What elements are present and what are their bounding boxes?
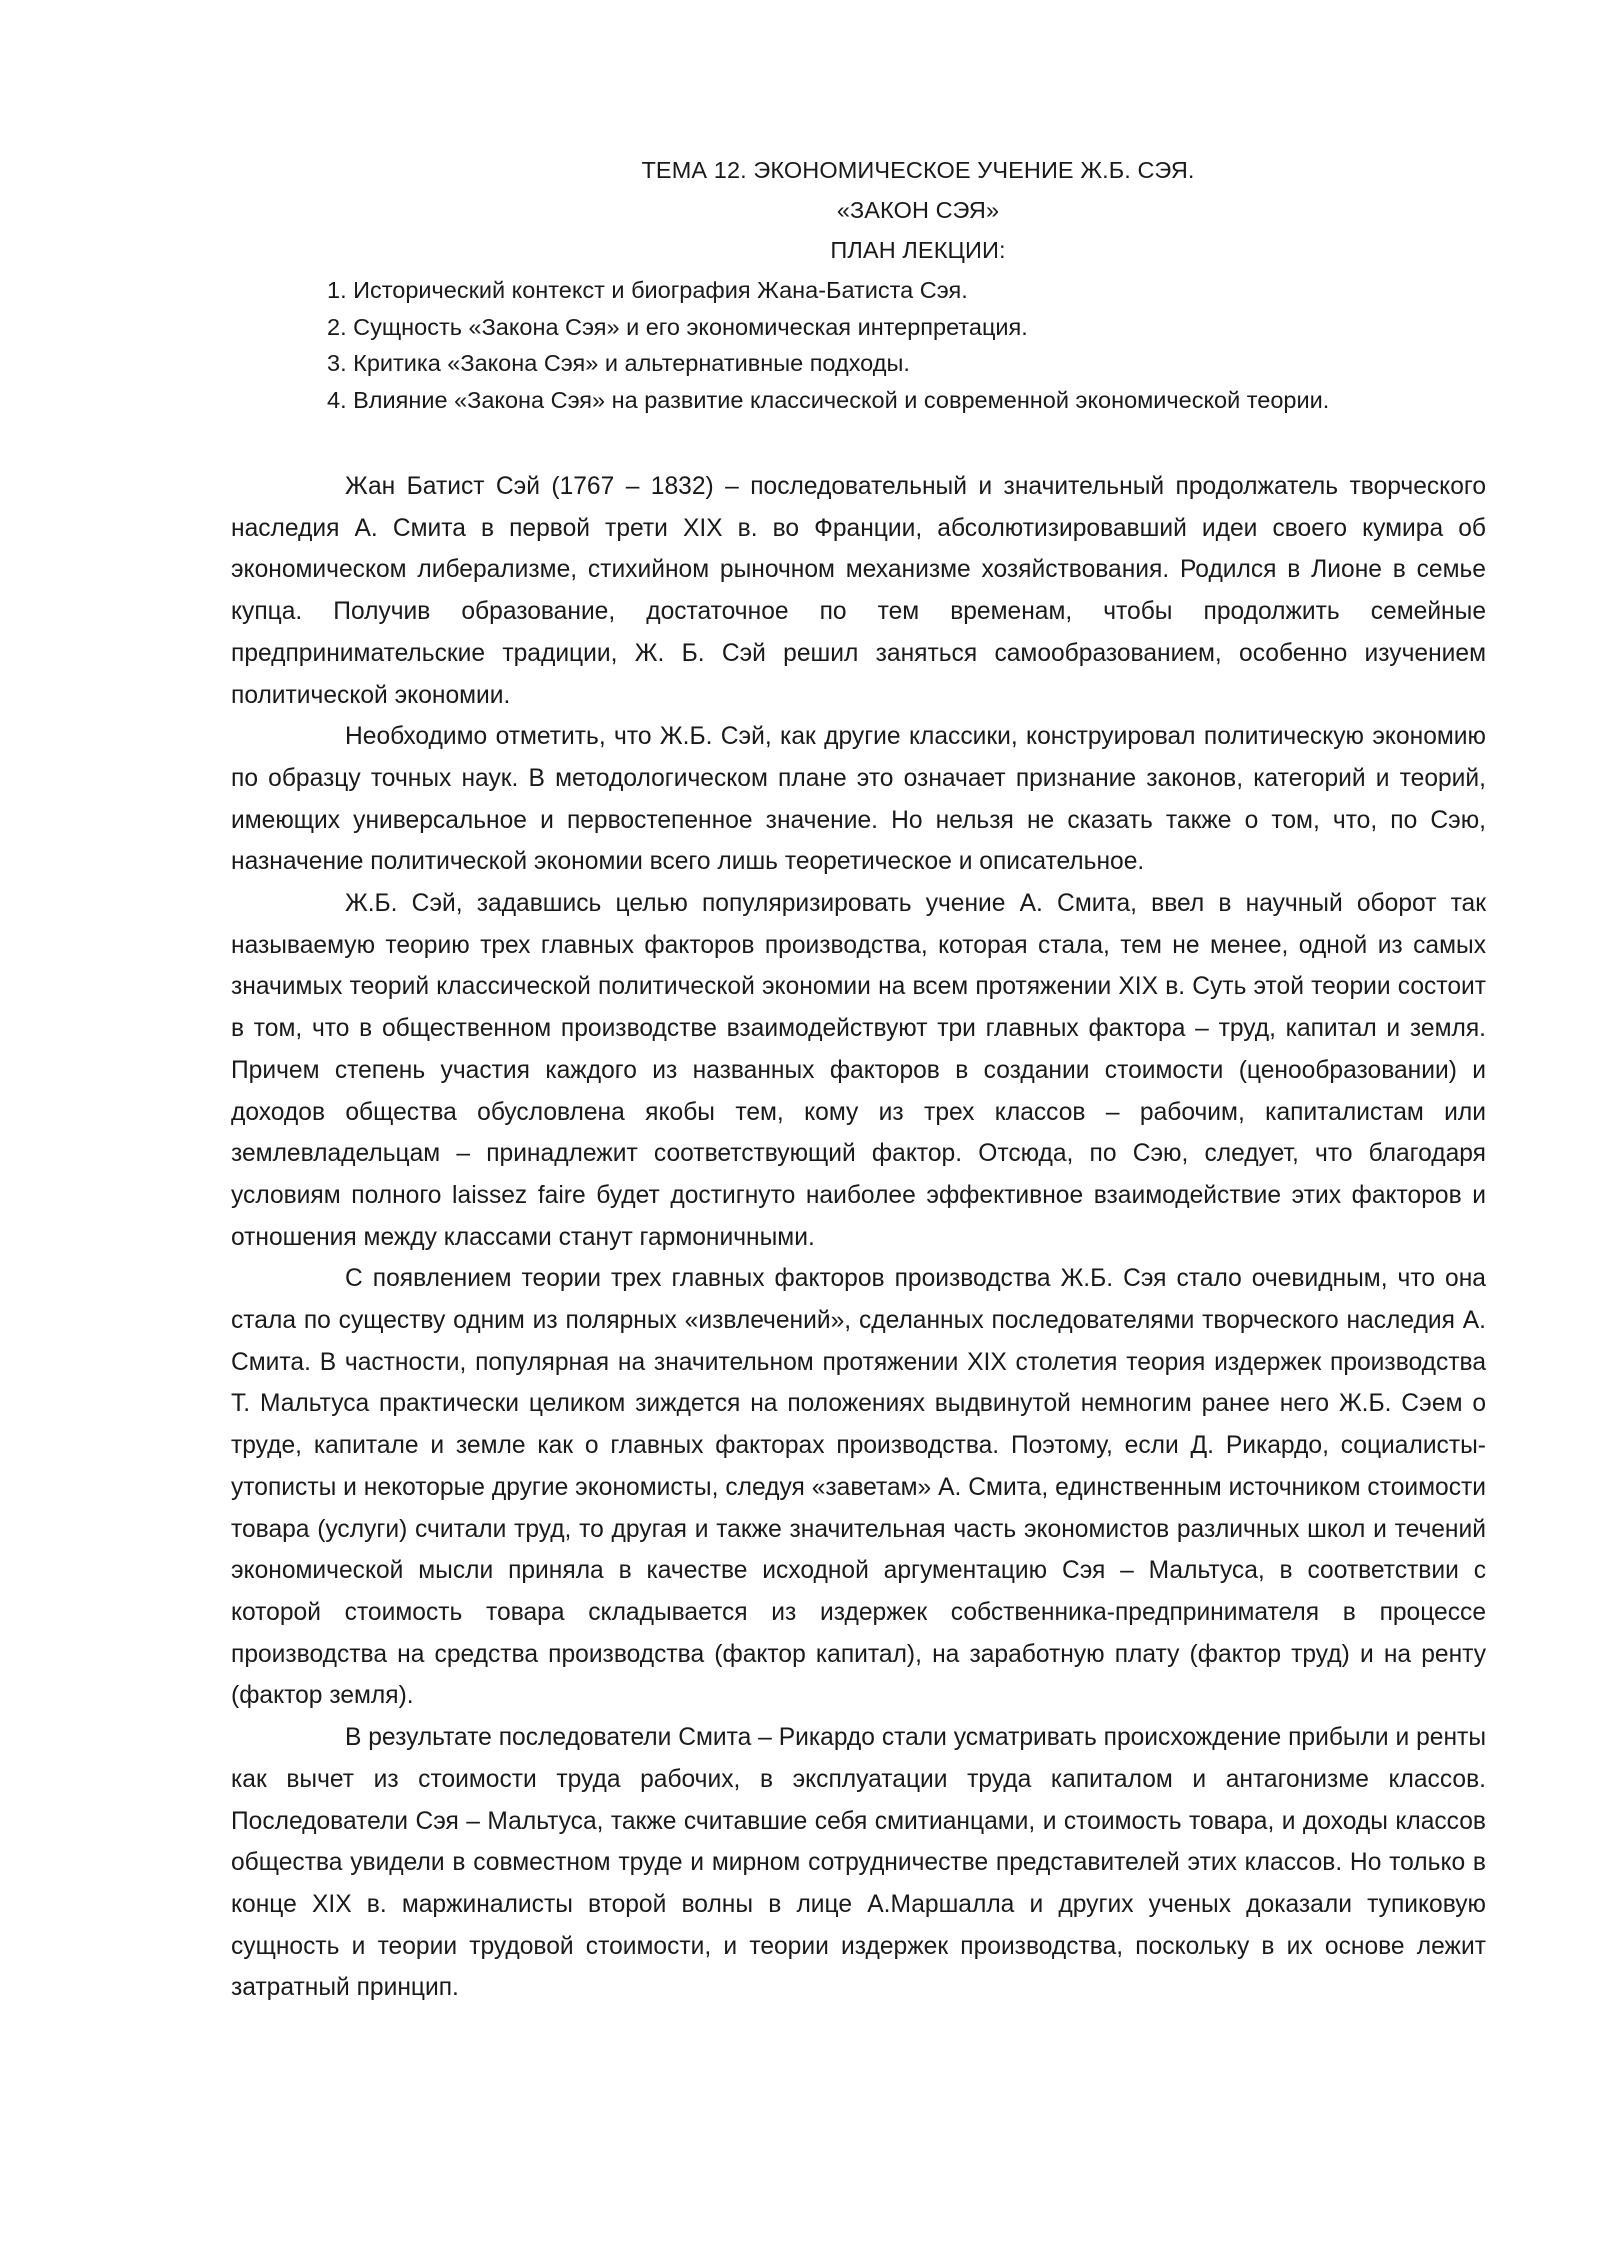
paragraph-conclusion: В результате последователи Смита – Рикардо стали усматривать происхождение прибыли и ренты как вычет из стоимости труда рабочих, в эксплуатации труда капиталом и антагонизме классов. Последователи Сэя – Мальтуса, также считавшие себя смитианцами, и стоимость товара, и доходы классов общества увидели в совместном труде и мирном сотрудничестве представителей этих классов. Но только в конце XIX в. маржиналисты второй волны в лице А.Маршалла и других ученых доказали тупиковую сущность и теории трудовой стоимости, и теории издержек производства, поскольку в их основе лежит затратный принцип. — [231, 1724, 1486, 2002]
plan-item: 2. Сущность «Закона Сэя» и его экономическая интерпретация. — [327, 313, 1028, 340]
lecture-plan-list — [327, 272, 1329, 418]
plan-heading: ПЛАН ЛЕКЦИИ: — [830, 237, 1006, 263]
plan-item: 4. Влияние «Закона Сэя» на развитие классической и современной экономической теории. — [327, 386, 1330, 413]
document-body — [231, 466, 1486, 2009]
plan-item: 1. Исторический контекст и биография Жана-Батиста Сэя. — [327, 277, 968, 303]
paragraph-factors-theory: Ж.Б. Сэй, задавшись целью популяризировать учение А. Смита, ввел в научный оборот так называемую теорию трех главных факторов производства, которая стала, тем не менее, одной из самых значимых теорий классической политической экономии на всем протяжении XIX в. Суть этой теории состоит в том, что в общественном производстве взаимодействуют три главных фактора – труд, капитал и земля. Причем степень участия каждого из названных факторов в создании стоимости (ценообразовании) и доходов общества обусловлена якобы тем, кому из трех классов – рабочим, капиталистам или землевладельцам – принадлежит соответствующий фактор. Отсюда, по Сэю, следует, что благодаря условиям полного laissez faire будет достигнуто наиболее эффективное взаимодействие этих факторов и отношения между классами станут гармоничными. — [231, 890, 1486, 1251]
title-line-2: «ЗАКОН СЭЯ» — [836, 197, 1000, 223]
plan-item: 3. Критика «Закона Сэя» и альтернативные подходы. — [327, 350, 910, 376]
paragraph-methodology: Необходимо отметить, что Ж.Б. Сэй, как другие классики, конструировал политическую экономию по образцу точных наук. В методологическом плане это означает признание законов, категорий и теорий, имеющих универсальное и первостепенное значение. Но нельзя не сказать также о том, что, по Сэю, назначение политической экономии всего лишь теоретическое и описательное. — [231, 723, 1486, 876]
title-line-1: ТЕМА 12. ЭКОНОМИЧЕСКОЕ УЧЕНИЕ Ж.Б. СЭЯ. — [641, 157, 1195, 183]
paragraph-followers: С появлением теории трех главных факторов производства Ж.Б. Сэя стало очевидным, что она стала по существу одним из полярных «извлечений», сделанных последователями творческого наследия А. Смита. В частности, популярная на значительном протяжении XIX столетия теория издержек производства Т. Мальтуса практически целиком зиждется на положениях выдвинутой немногим ранее него Ж.Б. Сэем о труде, капитале и земле как о главных факторах производства. Поэтому, если Д. Рикардо, социалисты-утописты и некоторые другие экономисты, следуя «заветам» А. Смита, единственным источником стоимости товара (услуги) считали труд, то другая и также значительная часть экономистов различных школ и течений экономической мысли приняла в качестве исходной аргументацию Сэя – Мальтуса, в соответствии с которой стоимость товара складывается из издержек собственника-предпринимателя в процессе производства на средства производства (фактор капитал), на заработную плату (фактор труд) и на ренту (фактор земля). — [231, 1265, 1486, 1710]
paragraph-biography: Жан Батист Сэй (1767 – 1832) – последовательный и значительный продолжатель творческого наследия А. Смита в первой трети XIX в. во Франции, абсолютизировавший идеи своего кумира об экономическом либерализме, стихийном рыночном механизме хозяйствования. Родился в Лионе в семье купца. Получив образование, достаточное по тем временам, чтобы продолжить семейные предпринимательские традиции, Ж. Б. Сэй решил заняться самообразованием, особенно изучением политической экономии. — [231, 473, 1486, 709]
document-heading — [608, 150, 1228, 270]
